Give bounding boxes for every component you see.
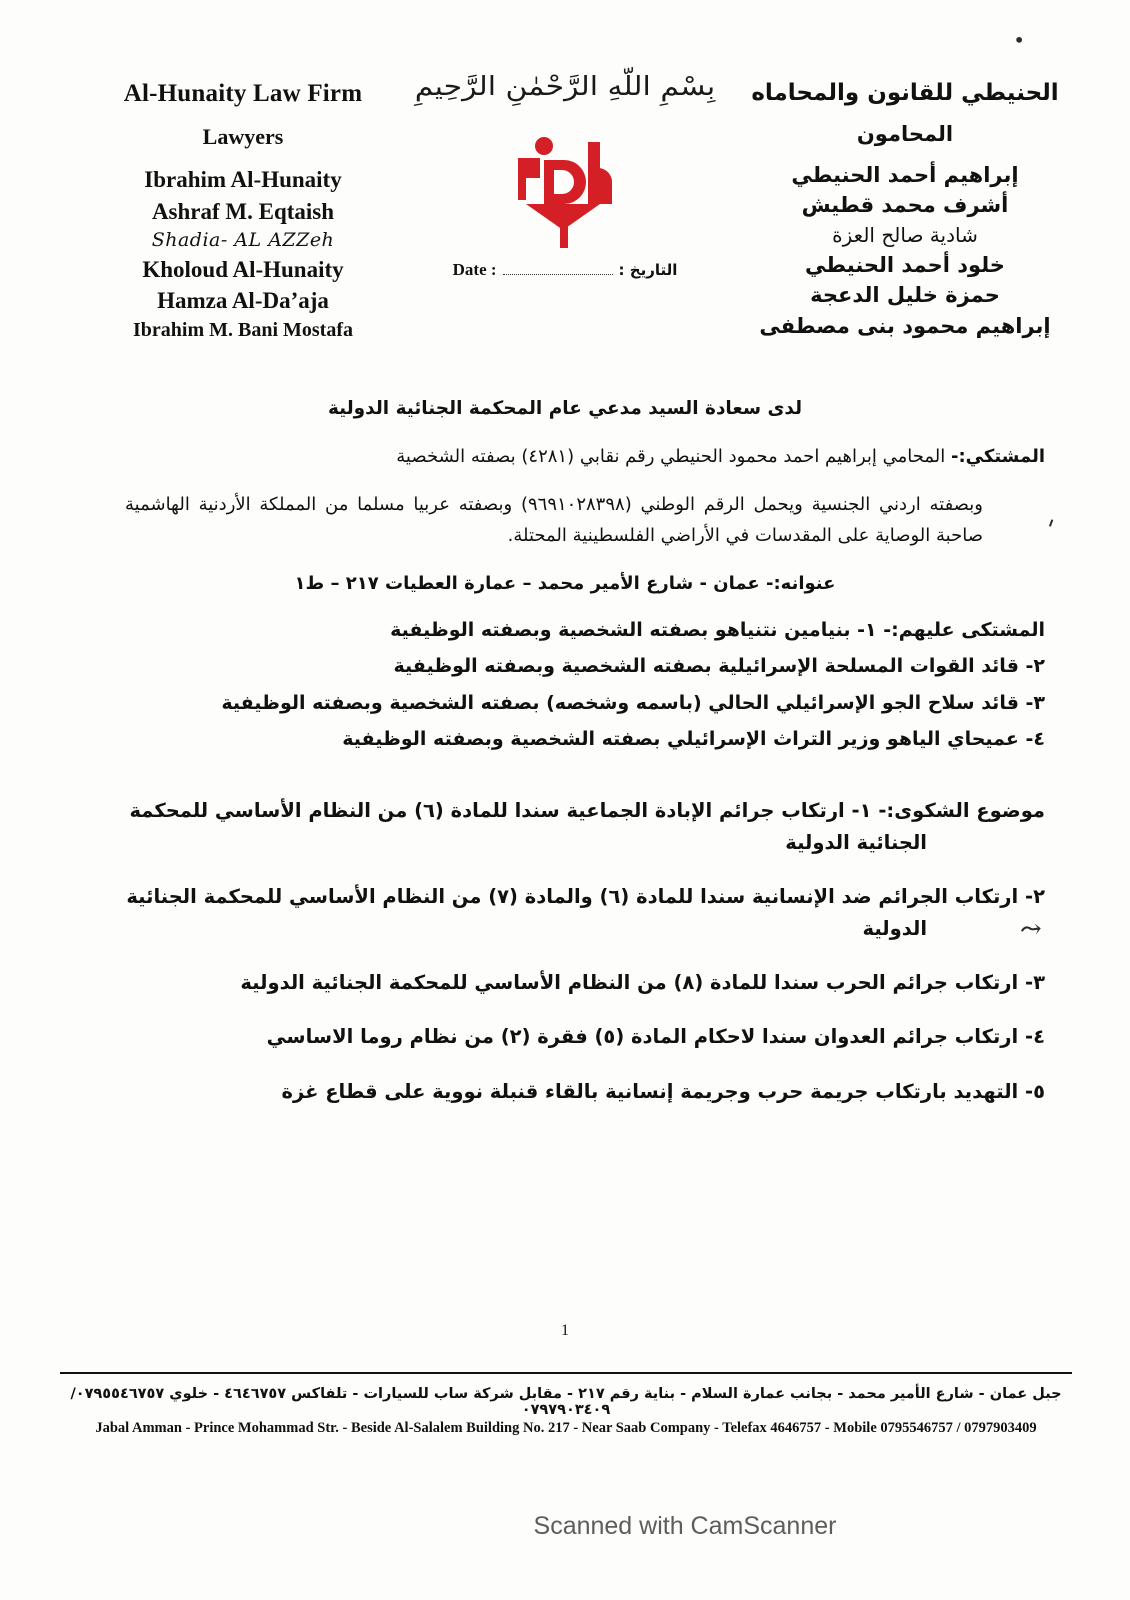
scan-mark: •: [1013, 28, 1025, 52]
respondents-list: [85, 615, 1045, 755]
lawyers-label-ar: المحامون: [856, 122, 954, 146]
list-item: ٢- قائد القوات المسلحة الإسرائيلية بصفته الشخصية وبصفته الوظيفية: [393, 655, 1045, 678]
list-item: ٣- ارتكاب جرائم الحرب سندا للمادة (٨) من النظام الأساسي للمحكمة الجنائية الدولية: [240, 971, 1045, 995]
list-item: [85, 615, 1045, 645]
subject-list: [85, 795, 1045, 1108]
camscanner-watermark: [0, 1512, 1130, 1541]
respondent-text: ١- بنيامين نتنياهو بصفته الشخصية وبصفته الوظيفية: [390, 619, 877, 641]
list-item: ٣- قائد سلاح الجو الإسرائيلي الحالي (باسمه وشخصه) بصفته الشخصية وبصفته الوظيفية: [221, 691, 1045, 714]
subject-label: موضوع الشكوى:-: [878, 798, 1045, 822]
date-field[interactable]: [420, 260, 710, 280]
subject-text: ١- ارتكاب جرائم الإبادة الجماعية سندا للمادة (٦) من النظام الأساسي للمحكمة الجنائية الدولية: [129, 798, 927, 854]
lawyer-name-ar: حمزة خليل الدعجة: [810, 283, 1000, 308]
list-item: ٢- ارتكاب الجرائم ضد الإنسانية سندا للمادة (٦) والمادة (٧) من النظام الأساسي للمحكمة الجنائية الدولية: [126, 884, 1045, 941]
respondents-label: المشتكى عليهم:-: [883, 619, 1045, 641]
addressee-line: لدى سعادة السيد مدعي عام المحكمة الجنائية الدولية: [327, 398, 803, 419]
lawyer-name-en: Kholoud Al-Hunaity: [142, 256, 344, 282]
scan-mark: ': [1039, 514, 1057, 546]
document-body: [85, 398, 1045, 1130]
firm-name-en: Al-Hunaity Law Firm: [123, 80, 363, 107]
scan-mark: ⤳: [1018, 913, 1044, 947]
complainant-text: المحامي إبراهيم احمد محمود الحنيطي رقم نقابي (٤٢٨١) بصفته الشخصية: [396, 446, 946, 467]
footer-divider: [60, 1372, 1072, 1374]
letterhead-arabic: [740, 80, 1070, 341]
lawyer-name-ar: خلود أحمد الحنيطي: [805, 252, 1005, 277]
date-value[interactable]: [503, 262, 613, 275]
address-label: عنوانه:-: [766, 572, 836, 594]
list-item: ٥- التهديد بارتكاب جريمة حرب وجريمة إنسانية بالقاء قنبلة نووية على قطاع غزة: [281, 1079, 1045, 1103]
lawyer-name-en: Ibrahim Al-Hunaity: [144, 167, 342, 192]
list-item: [85, 795, 1045, 859]
footer-address-en: Jabal Amman - Prince Mohammad Str. - Beside Al-Salalem Building No. 217 - Near Saab Company - Telefax 4646757 - Mobile 0795546757 / 0797903409: [95, 1420, 1037, 1436]
date-label-en: Date :: [452, 260, 497, 279]
footer-address-ar: جبل عمان - شارع الأمير محمد - بجانب عمارة السلام - بناية رقم ٢١٧ - مقابل شركة ساب للسيارات - تلفاكس ٤٦٤٦٧٥٧ - خلوي ٠٧٩٥٥٤٦٧٥٧/ ٠٧٩٧٩٠٣٤٠٩: [70, 1386, 1062, 1418]
lawyer-name-ar: إبراهيم محمود بنى مصطفى: [759, 313, 1051, 338]
list-item: ٤- عميحاي الياهو وزير التراث الإسرائيلي بصفته الشخصية وبصفته الوظيفية: [342, 728, 1045, 751]
page-number: 1: [561, 1322, 569, 1339]
address-text: عمان - شارع الأمير محمد – عمارة العطيات ٢١٧ – ط١: [294, 572, 760, 594]
letterhead-center: [414, 60, 716, 280]
list-item: ٤- ارتكاب جرائم العدوان سندا لاحكام المادة (٥) فقرة (٢) من نظام روما الاساسي: [266, 1025, 1045, 1049]
letterhead: [0, 60, 1130, 380]
law-firm-logo: [500, 120, 630, 250]
lawyer-name-ar: إبراهيم أحمد الحنيطي: [791, 163, 1019, 187]
camscanner-watermark-text: Scanned with CamScanner: [533, 1512, 837, 1540]
basmala-text: بِسْمِ اللّهِ الرَّحْمٰنِ الرَّحِيمِ: [414, 72, 716, 102]
lawyer-name-en-handwritten: Shadia- AL AZZeh: [151, 229, 335, 252]
lawyer-name-ar: أشرف محمد قطيش: [801, 193, 1009, 218]
complainant-label: المشتكي:-: [950, 446, 1045, 467]
lawyers-label-en: Lawyers: [202, 124, 284, 149]
lawyer-name-en: Ibrahim M. Bani Mostafa: [133, 319, 353, 342]
address-line: [85, 568, 1045, 600]
lawyer-name-en: Hamza Al-Da’aja: [157, 288, 329, 314]
firm-name-ar: الحنيطي للقانون والمحاماه: [751, 80, 1059, 106]
complainant-line: [85, 441, 1045, 473]
lawyer-name-en: Ashraf M. Eqtaish: [151, 198, 335, 224]
date-label-ar: التاريخ :: [618, 261, 678, 279]
complainant-details: وبصفته اردني الجنسية ويحمل الرقم الوطني (٩٦٩١٠٢٨٣٩٨) وبصفته عربيا مسلما من المملكة الأردنية الهاشمية صاحبة الوصاية على المقدسات في الأراضي الفلسطينية المحتلة.: [125, 493, 983, 546]
lawyer-name-ar-handwritten: شادية صالح العزة: [832, 222, 978, 247]
letterhead-english: [78, 80, 408, 345]
